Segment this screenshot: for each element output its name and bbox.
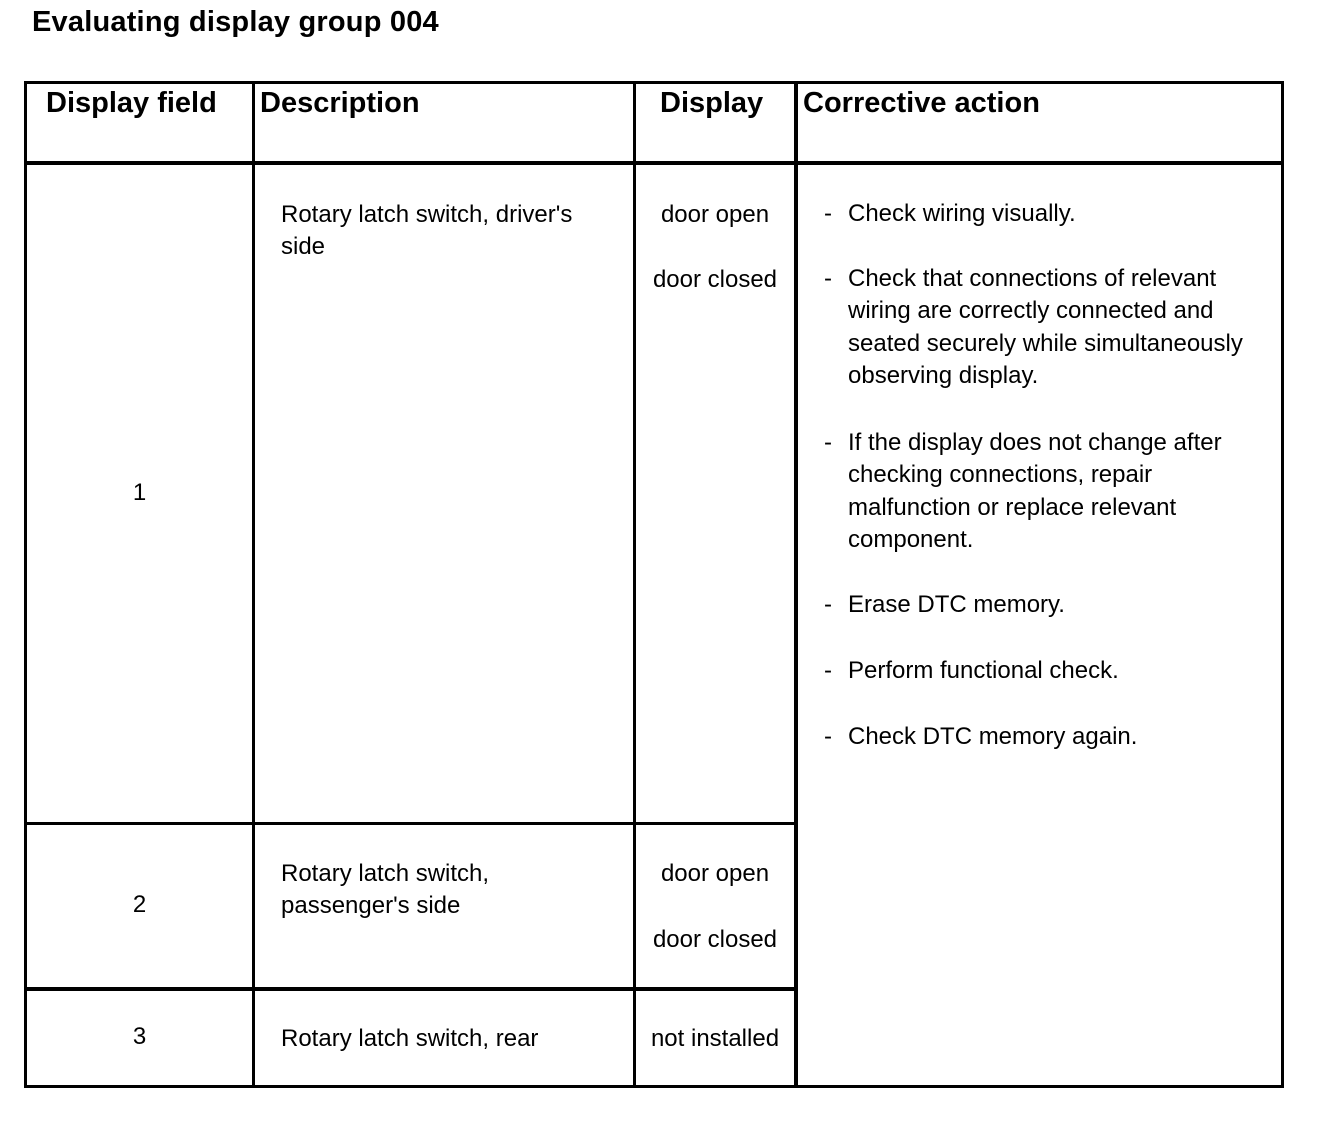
list-item [798,655,1258,688]
table-row-1-display-open: door open [660,201,770,228]
list-item [798,721,1258,754]
row-divider [24,987,796,991]
table-row-2-description: Rotary latch switch, passenger's side [281,860,490,919]
row-divider [24,822,796,825]
action-text: Perform functional check. [848,657,1119,684]
list-item [798,263,1258,393]
table-border-right [1281,81,1284,1088]
table-row-3-field: 3 [132,1023,147,1050]
header-display-field: Display field [46,87,217,119]
header-divider [24,161,1284,165]
display-group-table [24,81,1284,1088]
list-item [798,198,1258,231]
dash-marker: - [824,590,832,618]
action-text: Check DTC memory again. [848,722,1138,750]
action-text: If the display does not change after checking connections, repair malfunction or replace relevant component. [848,428,1222,553]
table-row-3-display: not installed [650,1025,780,1052]
table-row-1-display-closed: door closed [652,266,778,293]
action-text: Check that connections of relevant wiring are correctly connected and seated securely while simultaneously observing display. [848,264,1243,389]
dash-marker: - [824,722,832,750]
header-corrective-action: Corrective action [803,87,1040,119]
dash-marker: - [824,200,832,227]
table-border-top [24,81,1284,84]
action-text: Check wiring visually. [848,200,1076,227]
table-row-2-field: 2 [132,891,147,918]
corrective-action-list [798,198,1258,753]
table-border-bottom [24,1085,1284,1088]
table-row-1-description: Rotary latch switch, driver's side [281,201,573,260]
dash-marker: - [824,657,832,684]
action-text: Erase DTC memory. [848,590,1065,618]
table-row-2-display-open: door open [660,860,770,887]
table-border-left [24,81,27,1088]
dash-marker: - [824,428,832,456]
page-title: Evaluating display group 004 [32,6,439,38]
table-row-2-display-closed: door closed [652,926,778,953]
dash-marker: - [824,264,832,292]
header-display: Display [660,87,764,119]
header-description: Description [260,87,420,119]
list-item [798,589,1258,622]
list-item [798,427,1258,557]
table-row-1-field: 1 [132,479,147,506]
column-divider [252,81,255,1088]
table-row-3-description: Rotary latch switch, rear [281,1025,539,1052]
